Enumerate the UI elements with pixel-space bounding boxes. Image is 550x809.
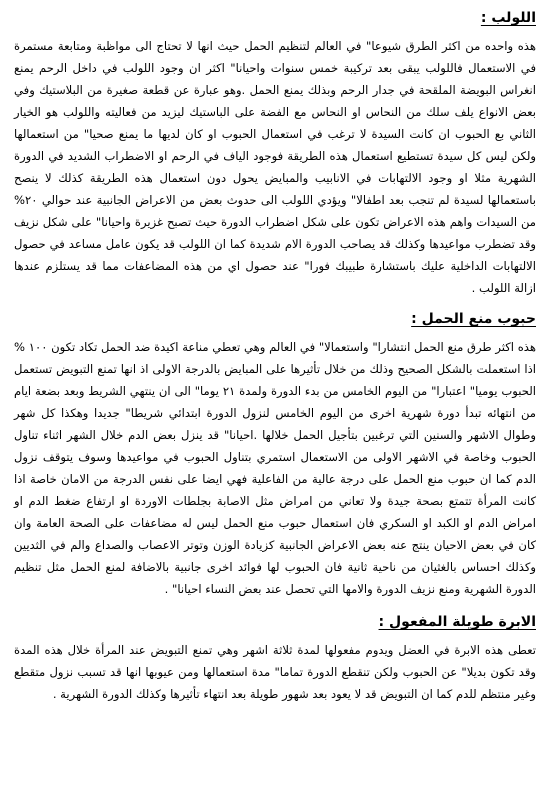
section-body-contraceptive-pills: هذه اكثر طرق منع الحمل انتشارا" واستعمالا" في العالم وهي تعطي مناعة اكيدة ضد الحمل تكاد تكون ١٠٠ % اذا استعملت بالشكل الصحيح وذلك من خلال تأثيرها على المبايض بالدرجة الاولى اذ انها تمنع التبويض تستعمل الحبوب يوميا" اعتبارا" من اليوم الخامس من بدء الدورة ولمدة ٢١ يوما" الى ان ينتهي الشريط وبعد بضعة ايام من انتهائه تبدأ دورة شهرية اخرى من اليوم الخامس لنزول الدورة ابتدائي شريطا" جديدا وهكذا كل شهر وطوال الاشهر والسنين التي ترغبين بتأجيل الحمل خلالها .احيانا" قد ينزل بعض الدم خلال الشهر اثناء تناول الحبوب وخاصة في الاشهر الاولى من الاستعمال استمري بتناول الحبوب في مواعيدها وسوف يتوقف نزول الدم كما ان حبوب منع الحمل على درجة عالية من الفاعلية فهي ايضا على نفس الدرجة من الامان خاصة اذا كانت المرأة تتمتع بصحة جيدة ولا تعاني من امراض مثل الاصابة بجلطات الاوردة او ارتفاع ضغط الدم او امراض الدم او الكبد او السكري فان استعمال حبوب منع الحمل ليس له مضاعفات على الصحة العامة وان كان في بعض الاحيان ينتج عنه بعض الاعراض الجانبية كزيادة الوزن وتوتر الاعصاب والصداع والم في الثديين وكذلك احساس بالغثيان من ناحية ثانية فان الحبوب لها فوائد اخرى جانبية بالاضافة لمنع الحمل مثل تنظيم الدورة الشهرية ومنع نزيف الدورة والامها التي تحصل عند بعض النساء احيانا" . <box>14 340 536 596</box>
section-heading-contraceptive-pills: حبوب منع الحمل : <box>411 311 536 327</box>
section-heading-iud: اللولب : <box>480 10 536 26</box>
section-body-long-acting-injection: تعطى هذه الابرة في العضل ويدوم مفعولها لمدة ثلاثة اشهر وهي تمنع التبويض عند المرأة خلال هذه المدة وقد تكون بديلا" عن الحبوب ولكن تنقطع الدورة تماما" مدة استعمالها ومن عيوبها انها قد تسبب نزول متقطع وغير منتظم للدم كما ان التبويض قد لا يعود بعد شهور طويلة بعد انتهاء تأثيرها وكذلك الدورة الشهرية . <box>14 643 536 701</box>
section-heading-long-acting-injection: الابرة طويلة المفعول : <box>378 614 536 630</box>
section-body-iud: هذه واحده من اكثر الطرق شيوعا" في العالم لتنظيم الحمل حيث انها لا تحتاج الى مواظبة ومتابعة مستمرة في الاستعمال فاللولب يبقى بعد تركيبة خمس سنوات واحيانا" اكثر ان وجود اللولب في داخل الرحم يمنع انغراس البويضة الملقحة في جدار الرحم وبذلك يمنع الحمل .وهو عبارة عن قطعة صغيرة من البلاستيك وفي بعض الانواع يلف سلك من النحاس او النحاس مع الفضة على الباستيك ليزيد من فعاليته واللولب هو الخيار الثاني بع الحبوب ان كانت السيدة لا ترغب في استعمال الحبوب او كان لديها ما يمنع صحيا" من استعمالها ولكن ليس كل سيدة تستطيع استعمال هذه الطريقة فوجود الياف في الرحم او الاضطراب الشديد في الدورة الشهرية مثلا او وجود الالتهابات في الانابيب والمبايض يحول دون استعمال هذه الطريقة كذلك لا ينصح باستعمالها لسيدة لم تنجب بعد اطفالا" ويؤدي اللولب الى حدوث بعض من الاعراض الجانبية عند حوالي ٢٠% من السيدات واهم هذه الاعراض تكون على شكل اضطراب الدورة حيث تصبح غزيرة واحيانا" على شكل نزيف وقد تضطرب مواعيدها وكذلك قد يصاحب الدورة الام شديدة كما ان اللولب قد يكون عامل مساعد في حصول الالتهابات الداخلية عليك باستشارة طبيبك فورا" عند حصول اي من هذه المضاعفات مما قد يستلزم عندها ازالة اللولب . <box>14 39 536 295</box>
